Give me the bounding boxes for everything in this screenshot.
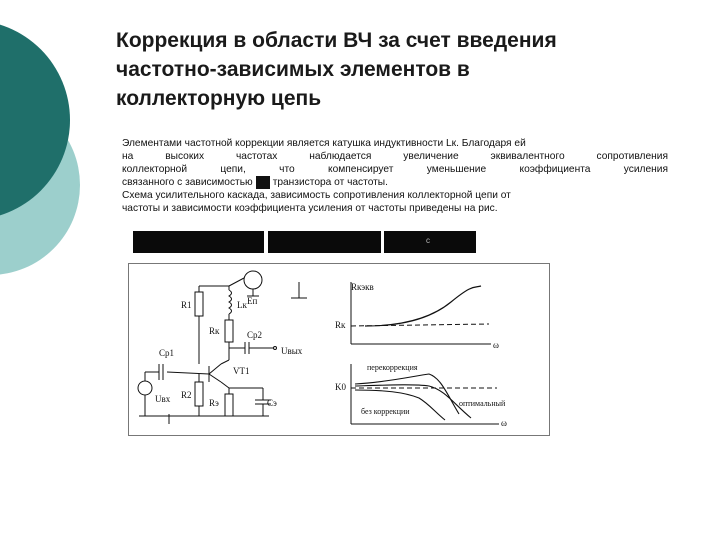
body-line-4a: связанного с зависимостью bbox=[122, 177, 253, 189]
label-rk: Rк bbox=[209, 326, 220, 336]
label-cp1: Cр1 bbox=[159, 348, 175, 358]
body-line-4 bbox=[122, 176, 668, 189]
g1-level: Rк bbox=[335, 320, 346, 330]
body-line-6: частоты и зависимости коэффициента усиления от частоты приведены на рис. bbox=[122, 203, 498, 215]
title-line-2: частотно-зависимых элементов в bbox=[116, 58, 470, 81]
label-r1: R1 bbox=[181, 300, 192, 310]
label-lk: Lк bbox=[237, 300, 247, 310]
label-vt1: VT1 bbox=[233, 366, 250, 376]
g2-ylabel: K0 bbox=[335, 382, 346, 392]
graph-rk-labels bbox=[335, 282, 499, 350]
label-cp2: Cр2 bbox=[247, 330, 263, 340]
body-line-4b: транзистора от частоты. bbox=[272, 177, 388, 189]
g2-xlabel: ω bbox=[501, 418, 507, 428]
graph-k-labels bbox=[335, 363, 507, 428]
body-line-5: Схема усилительного каскада, зависимость сопротивления коллекторной цепи от bbox=[122, 190, 511, 202]
figure-frame bbox=[128, 263, 550, 436]
label-ce: Cэ bbox=[267, 398, 277, 408]
decorative-circles bbox=[0, 0, 110, 300]
black-bar-3 bbox=[384, 231, 476, 253]
slide-title bbox=[116, 26, 706, 113]
body-line-2: на высоких частотах наблюдается увеличение эквивалентного сопротивления bbox=[122, 151, 668, 162]
label-r2: R2 bbox=[181, 390, 192, 400]
black-bar-2 bbox=[268, 231, 381, 253]
label-ep: Eп bbox=[247, 296, 258, 306]
black-bar-1 bbox=[133, 231, 264, 253]
body-line-1: Элементами частотной коррекции является катушка индуктивности Lк. Благодаря ей bbox=[122, 138, 526, 149]
g1-xlabel: ω bbox=[493, 340, 499, 350]
title-line-1: Коррекция в области ВЧ за счет введения bbox=[116, 29, 557, 52]
g1-ylabel: Rкэкв bbox=[351, 282, 374, 292]
body-text bbox=[122, 137, 668, 215]
g2-optimal: оптимальный bbox=[459, 399, 506, 408]
label-uvx: Uвх bbox=[155, 394, 171, 404]
figure-svg bbox=[129, 264, 549, 435]
body-line-3: коллекторной цепи, что компенсирует уменьшение коэффициента усиления bbox=[122, 164, 668, 175]
formula-placeholder bbox=[256, 176, 270, 189]
g2-over: перекоррекция bbox=[367, 363, 418, 372]
bar-label: c bbox=[426, 236, 430, 245]
g2-none: без коррекции bbox=[361, 407, 410, 416]
label-re: Rэ bbox=[209, 398, 219, 408]
title-line-3: коллекторную цепь bbox=[116, 87, 322, 110]
label-uvyh: Uвых bbox=[281, 346, 303, 356]
